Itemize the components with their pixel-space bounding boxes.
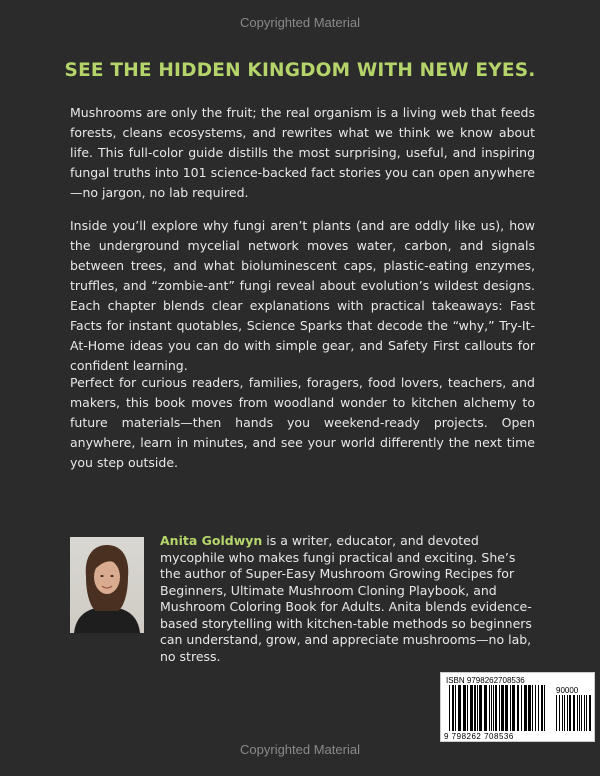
barcode-bar bbox=[569, 695, 571, 731]
barcode-bar bbox=[528, 685, 531, 731]
barcode-bar bbox=[479, 685, 482, 731]
barcode-bar bbox=[491, 685, 492, 731]
isbn-label: ISBN 9798262708536 bbox=[446, 676, 525, 685]
barcode-bar bbox=[562, 695, 563, 731]
barcode-bar bbox=[584, 695, 585, 731]
barcode-bar bbox=[541, 685, 543, 731]
barcode-bar bbox=[577, 695, 578, 731]
barcode-bar bbox=[556, 695, 557, 731]
barcode-bar bbox=[589, 695, 591, 731]
barcode-bar bbox=[532, 685, 533, 731]
barcode-bar bbox=[567, 695, 568, 731]
barcode-bar bbox=[495, 685, 497, 731]
barcode-bar bbox=[544, 685, 545, 731]
barcode-bar bbox=[501, 685, 504, 731]
blurb-paragraph-1: Mushrooms are only the fruit; the real organism is a living web that feeds forests, cleans ecosystems, and rewrites what we think we know about life. This full-color guide distills the most surprising, useful, and inspiring fungal truths into 101 science-backed fact stories you can open anywhere—no jargon, no lab required. bbox=[70, 105, 535, 200]
barcode-bar bbox=[458, 685, 461, 731]
barcode-bar bbox=[564, 695, 565, 731]
author-photo bbox=[70, 537, 144, 633]
barcode-bar bbox=[517, 685, 519, 731]
barcode-bar bbox=[499, 685, 500, 731]
barcode-bar bbox=[573, 695, 575, 731]
price-code: 90000 bbox=[556, 686, 579, 695]
barcode-addon-bars bbox=[556, 695, 592, 731]
author-bio-text: is a writer, educator, and devoted mycophile who makes fungi practical and exciting. She’s the author of Super-Easy Mushroom Growing Recipes for Beginners, Ultimate Mushroom Cloning Playbook, and Mushroom Coloring Book for Adults. Anita blends evidence-based storytelling with kitchen-table methods so beginners can understand, grow, and appreciate mushrooms—no lab, no stress. bbox=[160, 533, 532, 664]
barcode-bar bbox=[470, 685, 473, 731]
barcode-bar bbox=[463, 685, 466, 731]
barcode-bar bbox=[449, 685, 450, 731]
barcode-bar bbox=[493, 685, 494, 731]
barcode-bar bbox=[467, 685, 468, 731]
barcode-bar bbox=[559, 695, 560, 731]
barcode-bar bbox=[521, 685, 522, 731]
barcode-bar bbox=[474, 685, 476, 731]
barcode-bar bbox=[452, 685, 454, 731]
barcode-bar bbox=[510, 685, 511, 731]
barcode-bar bbox=[484, 685, 487, 731]
barcode-bar bbox=[512, 685, 515, 731]
barcode-bar bbox=[586, 695, 587, 731]
barcode-bar bbox=[505, 685, 508, 731]
isbn-barcode bbox=[440, 672, 595, 742]
watermark-bottom: Copyrighted Material bbox=[240, 742, 360, 757]
barcode-bar bbox=[535, 685, 536, 731]
watermark-top: Copyrighted Material bbox=[240, 15, 360, 30]
barcode-bar bbox=[581, 695, 582, 731]
barcode-bar bbox=[489, 685, 490, 731]
isbn-digits: 9 798262 708536 bbox=[444, 732, 514, 741]
author-name: Anita Goldwyn bbox=[160, 533, 263, 548]
headline: SEE THE HIDDEN KINGDOM WITH NEW EYES. bbox=[64, 60, 536, 81]
barcode-main-bars bbox=[449, 685, 549, 731]
barcode-bar bbox=[538, 685, 539, 731]
barcode-bar bbox=[579, 695, 580, 731]
blurb-paragraph-3: Perfect for curious readers, families, foragers, food lovers, teachers, and makers, this book moves from woodland wonder to kitchen alchemy to future materials—then hands you weekend-ready projects. Open anywhere, learn in minutes, and see your world differently the next time you step outside. bbox=[70, 375, 535, 470]
barcode-bar bbox=[477, 685, 478, 731]
author-bio bbox=[160, 533, 537, 665]
blurb-paragraph-2: Inside you’ll explore why fungi aren’t plants (and are oddly like us), how the underground mycelial network moves water, carbon, and signals between trees, and what bioluminescent caps, plastic-eating enzymes, truffles, and “zombie-ant” fungi reveal about evolution’s wildest designs. Each chapter blends clear explanations with practical takeaways: Fast Facts for instant quotables, Science Sparks that decode the “why,” Try-It-At-Home ideas you can do with simple gear, and Safety First callouts for confident learning. bbox=[70, 218, 535, 373]
barcode-bar bbox=[455, 685, 456, 731]
barcode-bar bbox=[524, 685, 527, 731]
